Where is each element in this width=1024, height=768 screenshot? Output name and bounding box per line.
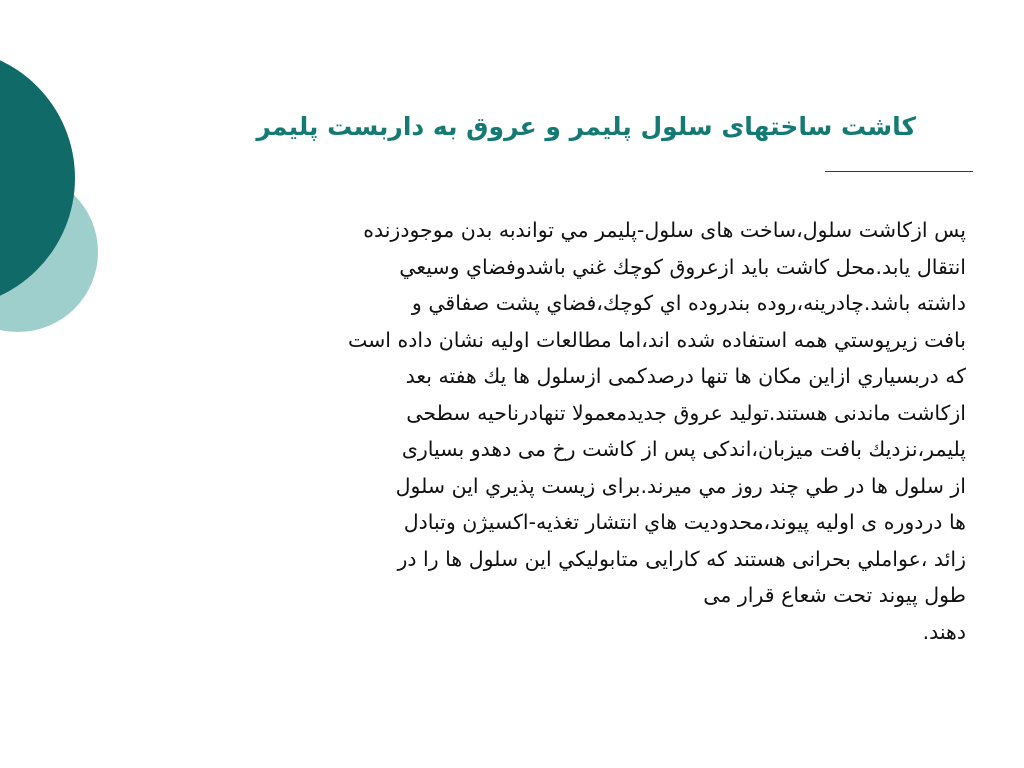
slide-title: کاشت ساختهای سلول پلیمر و عروق به داربست پلیمر — [256, 112, 916, 141]
body-line: انتقال يابد.محل كاشت بايد ازعروق كوچك غني باشدوفضاي وسيعي — [399, 254, 966, 279]
body-line: طول پيوند تحت شعاع قرار می — [703, 583, 966, 607]
body-paragraph — [186, 212, 966, 650]
body-line: دهند. — [922, 619, 966, 644]
body-line: ها دردوره ی اوليه پيوند،محدوديت هاي انتشار تغذيه-اكسيژن وتبادل — [403, 510, 966, 534]
body-line: كه دربسياري ازاين مكان ها تنها درصدكمی ازسلول ها يك هفته بعد — [405, 364, 966, 388]
title-divider — [825, 171, 973, 172]
body-line: داشته باشد.چادرينه،روده بندروده اي كوچك،فضاي پشت صفاقي و — [411, 291, 966, 315]
body-line: زائد ،عواملي بحرانی هستند كه كارايی متابوليكي اين سلول ها را در — [397, 546, 966, 571]
body-line: از سلول ها در طي چند روز مي ميرند.برای زيست پذيري اين سلول — [395, 473, 966, 498]
body-line: پليمر،نزديك بافت ميزبان،اندكی پس از كاشت رخ می دهدو بسياری — [401, 437, 966, 461]
body-line: بافت زيرپوستي همه استفاده شده اند،اما مطالعات اوليه نشان داده است — [347, 327, 966, 352]
body-line: پس ازکاشت سلول،ساخت های سلول-پلیمر مي تواندبه بدن موجودزنده — [363, 218, 966, 242]
body-line: ازكاشت ماندنی هستند.توليد عروق جديدمعمولا تنهادرناحيه سطحی — [406, 400, 966, 425]
decorative-circles — [0, 0, 110, 400]
